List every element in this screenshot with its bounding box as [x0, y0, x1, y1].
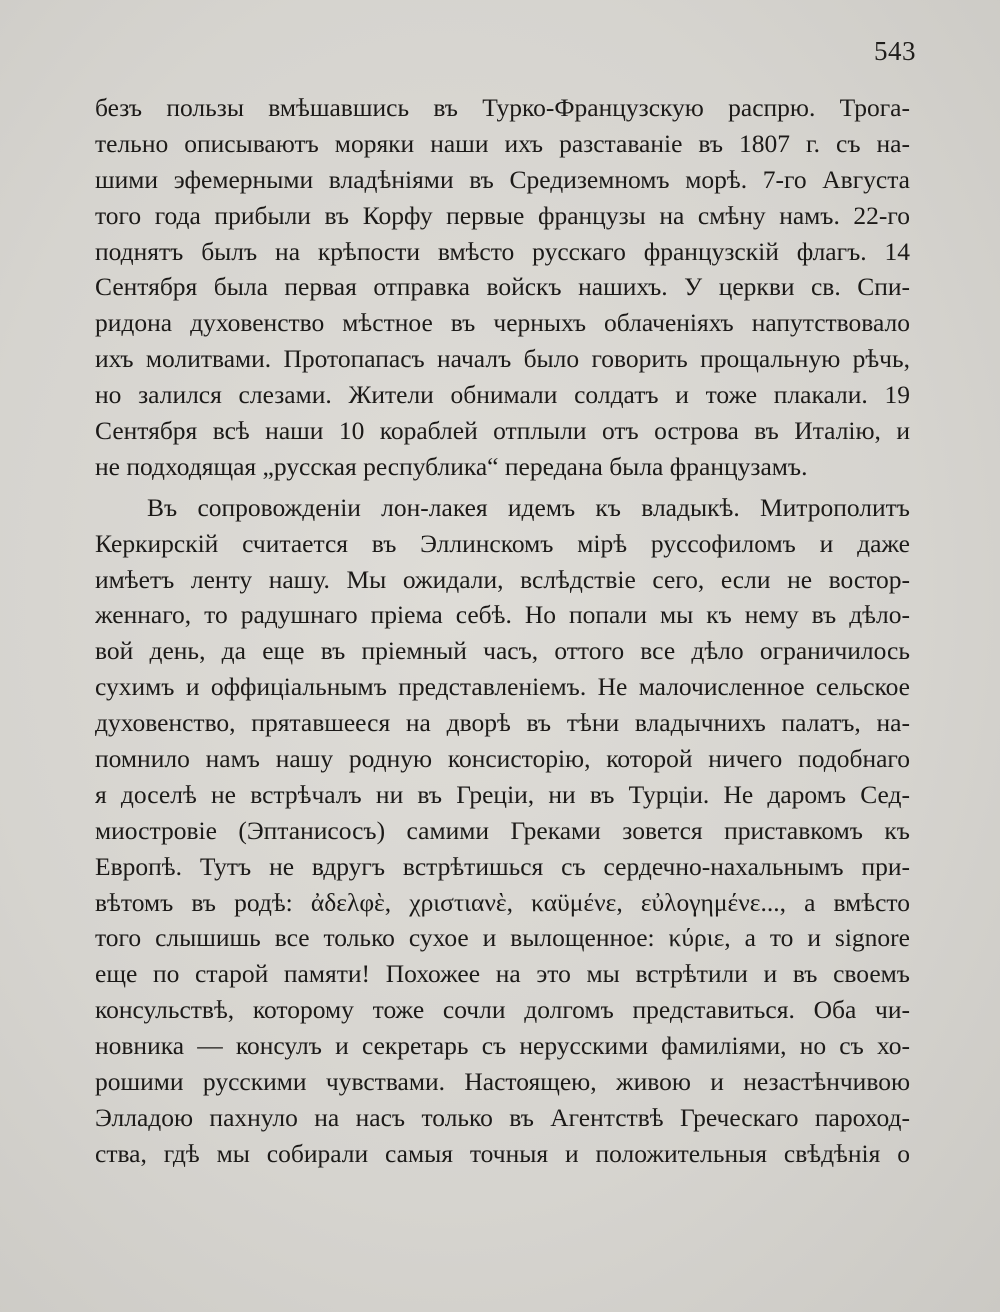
text-line: новника — консулъ и секретарь съ нерусскими фамиліями, но съ хо-	[95, 1031, 910, 1061]
paragraph-1	[95, 90, 910, 485]
text-line: безъ пользы вмѣшавшись въ Турко-Французскую распрю. Трога-	[95, 93, 910, 122]
text-line: Сентября была первая отправка войскъ нашихъ. У церкви св. Спи-	[95, 272, 910, 302]
text-line: не подходящая „русская республика“ передана была французамъ.	[95, 451, 808, 481]
text-line: вой день, да еще въ пріемный часъ, оттого все дѣло ограничилось	[95, 636, 910, 666]
text-line: духовенство, прятавшееся на дворѣ въ тѣни владычнихъ палатъ, на-	[95, 708, 910, 738]
text-line: я доселѣ не встрѣчалъ ни въ Греціи, ни въ Турціи. Не даромъ Сед-	[95, 779, 910, 809]
text-line: ридона духовенство мѣстное въ черныхъ облаченіяхъ напутствовало	[95, 308, 910, 338]
text-line: рошими русскими чувствами. Настоящею, живою и незастѣнчивою	[95, 1067, 910, 1097]
text-line: миостровіе (Эптанисосъ) самими Греками зовется приставкомъ къ	[95, 815, 910, 845]
text-line: Въ сопровожденіи лон-лакея идемъ къ владыкѣ. Митрополитъ	[147, 492, 910, 522]
text-line: того года прибыли въ Корфу первые французы на смѣну намъ. 22-го	[95, 200, 910, 230]
text-line: имѣетъ ленту нашу. Мы ожидали, вслѣдствіе сего, если не востор-	[95, 564, 910, 594]
text-line: поднятъ былъ на крѣпости вмѣсто русскаго французскій флагъ. 14	[95, 236, 910, 266]
paragraph-2	[95, 490, 910, 1172]
text-line: ихъ молитвами. Протопапасъ началъ было говорить прощальную рѣчь,	[95, 344, 910, 374]
text-line: вѣтомъ въ родѣ: ἀδελφὲ, χριστιανὲ, καϋμένε, εὐλογημένε..., а вмѣсто	[95, 887, 910, 917]
text-line: еще по старой памяти! Похожее на это мы встрѣтили и въ своемъ	[95, 959, 910, 989]
text-line: Элладою пахнуло на насъ только въ Агентствѣ Греческаго пароход-	[95, 1102, 910, 1132]
text-line: помнило намъ нашу родную консисторію, которой ничего подобнаго	[95, 744, 910, 774]
text-line: Керкирскій считается въ Эллинскомъ мірѣ руссофиломъ и даже	[95, 528, 910, 558]
text-line: сухимъ и оффиціальнымъ представленіемъ. Не малочисленное сельское	[95, 672, 910, 702]
page-number: 543	[874, 36, 916, 66]
text-line: ства, гдѣ мы собирали самыя точныя и положительныя свѣдѣнія о	[95, 1138, 910, 1168]
body-text	[95, 90, 910, 1172]
text-line: но залился слезами. Жители обнимали солдатъ и тоже плакали. 19	[95, 380, 910, 410]
text-line: Европѣ. Тутъ не вдругъ встрѣтишься съ сердечно-нахальнымъ при-	[95, 851, 910, 881]
text-line: того слышишь все только сухое и вылощенное: κύριε, а то и signore	[95, 923, 910, 953]
text-line: шими эфемерными владѣніями въ Средиземномъ морѣ. 7-го Августа	[95, 164, 910, 194]
text-line: тельно описываютъ моряки наши ихъ разставаніе въ 1807 г. съ на-	[95, 128, 910, 158]
text-line: Сентября всѣ наши 10 кораблей отплыли отъ острова въ Италію, и	[95, 416, 910, 446]
text-line: консульствѣ, которому тоже сочли долгомъ представиться. Оба чи-	[95, 995, 910, 1025]
text-line: женнаго, то радушнаго пріема себѣ. Но попали мы къ нему въ дѣло-	[95, 600, 910, 630]
